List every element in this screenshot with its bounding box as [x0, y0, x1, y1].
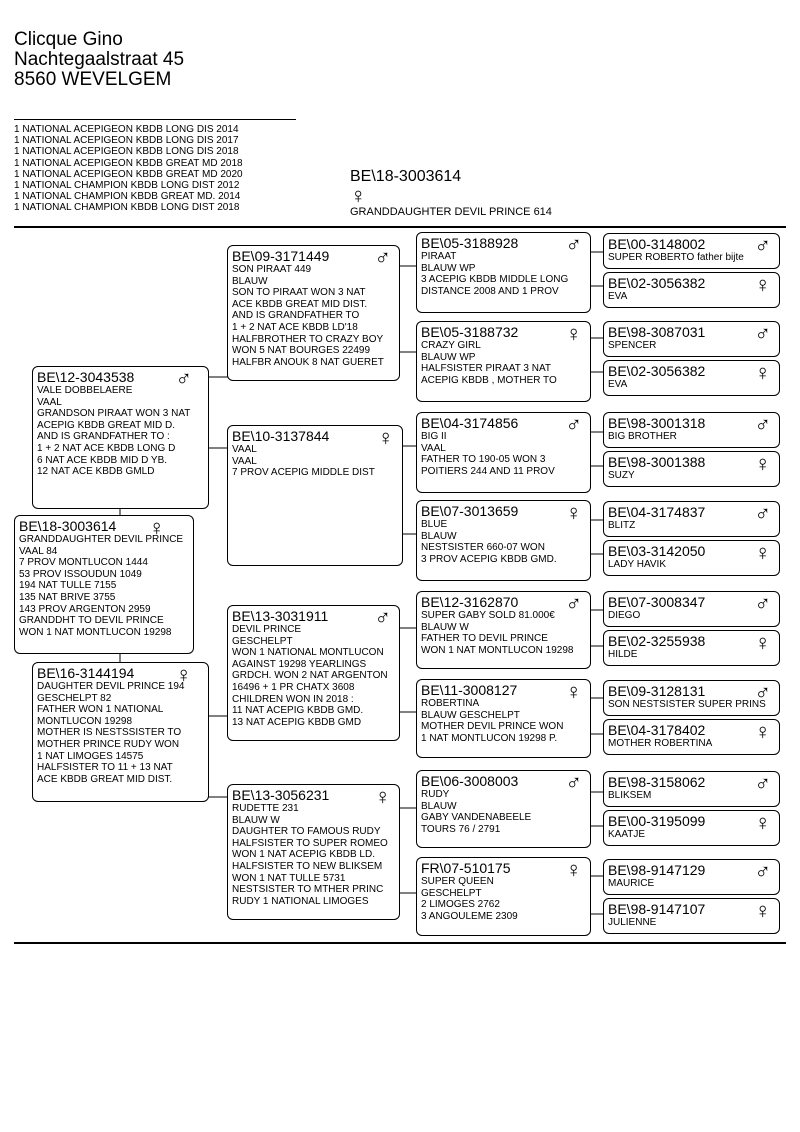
pigeon-box-g5	[603, 412, 780, 448]
ring-number: BE\98-3087031	[608, 324, 706, 340]
female-icon: ♀	[148, 515, 165, 540]
info-line: BLUE	[421, 519, 448, 530]
info-line: ACEPIG KBDB , MOTHER TO	[421, 374, 557, 386]
info-line: KAATJE	[608, 829, 646, 840]
pigeon-box-g7	[603, 501, 780, 537]
pigeon-box-fm	[227, 425, 403, 566]
subject-description: GRANDDAUGHTER DEVIL PRINCE 614	[350, 206, 552, 218]
info-line: WON 1 NAT ACEPIG KBDB LD.	[232, 849, 375, 861]
info-line: VAAL 84	[19, 545, 58, 557]
pigeon-box-fmf	[416, 412, 591, 493]
info-line: FATHER WON 1 NATIONAL	[37, 704, 164, 716]
male-icon: ♂	[565, 232, 582, 257]
ring-number: BE\00-3195099	[608, 813, 706, 829]
ring-number: BE\12-3043538	[37, 369, 135, 385]
info-line: 194 NAT TULLE 7155	[19, 580, 117, 592]
male-icon: ♂	[565, 770, 582, 795]
info-line: 16496 + 1 PR CHATX 3608	[232, 681, 355, 693]
ring-number: BE\02-3056382	[608, 363, 706, 379]
pigeon-box-g15	[603, 859, 780, 895]
info-line: 12 NAT ACE KBDB GMLD	[37, 466, 155, 478]
info-line: RUDY 1 NATIONAL LIMOGES	[232, 895, 369, 907]
info-line: BLAUW	[421, 530, 457, 542]
info-line: MONTLUCON 19298	[37, 715, 133, 727]
female-icon: ♀	[565, 679, 582, 704]
male-icon: ♂	[754, 859, 771, 884]
male-icon: ♂	[565, 591, 582, 616]
female-icon: ♀	[754, 898, 771, 923]
owner-name: Clicque Gino	[14, 29, 123, 50]
pigeon-box-fmm	[416, 500, 591, 581]
info-line: BLITZ	[608, 520, 636, 531]
ring-number: BE\04-3174856	[421, 415, 519, 431]
info-line: HALFSISTER PIRAAT 3 NAT	[421, 363, 552, 375]
info-line: AGAINST 19298 YEARLINGS	[232, 658, 367, 670]
title-line: 1 NATIONAL ACEPIGEON KBDB GREAT MD 2020	[14, 168, 243, 180]
female-icon: ♀	[377, 425, 394, 450]
info-line: LADY HAVIK	[608, 559, 666, 570]
title-line: 1 NATIONAL CHAMPION KBDB GREAT MD. 2014	[14, 191, 241, 203]
ring-number: BE\13-3031911	[232, 608, 329, 624]
info-line: MOTHER PRINCE RUDY WON	[37, 738, 180, 750]
info-line: SON TO PIRAAT WON 3 NAT	[232, 287, 366, 299]
ring-number: BE\98-3001388	[608, 454, 706, 470]
info-line: POITIERS 244 AND 11 PROV	[421, 465, 555, 477]
pigeon-box-g2	[603, 272, 780, 308]
info-line: 1 NAT MONTLUCON 19298 P.	[421, 732, 558, 744]
ring-number: BE\00-3148002	[608, 236, 706, 252]
info-line: SUPER ROBERTO father bijte	[608, 252, 744, 263]
male-icon: ♂	[565, 412, 582, 437]
info-line: 53 PROV ISSOUDUN 1049	[19, 568, 142, 580]
info-line: MOTHER DEVIL PRINCE WON	[421, 721, 564, 733]
female-icon: ♀	[175, 662, 192, 687]
ring-number: BE\12-3162870	[421, 594, 519, 610]
info-line: HALFSISTER TO SUPER ROMEO	[232, 837, 388, 849]
female-icon: ♀	[754, 540, 771, 565]
info-line: ACEPIG KBDB GREAT MID D.	[37, 419, 175, 431]
info-line: AND IS GRANDFATHER TO :	[37, 431, 170, 443]
ring-number: BE\03-3142050	[608, 543, 706, 559]
info-line: SUPER QUEEN	[421, 876, 494, 887]
info-line: GABY VANDENABEELE	[421, 812, 532, 824]
info-line: BLAUW W	[232, 814, 280, 826]
info-line: VAAL	[37, 396, 62, 408]
pigeon-box-g8	[603, 540, 780, 576]
info-line: 1 + 2 NAT ACE KBDB LD'18	[232, 321, 358, 333]
ring-number: BE\98-3001318	[608, 415, 706, 431]
info-line: 3 PROV ACEPIG KBDB GMD.	[421, 553, 557, 565]
pigeon-box-g11	[603, 680, 780, 716]
male-icon: ♂	[754, 680, 771, 705]
info-line: DAUGHTER DEVIL PRINCE 194	[37, 681, 185, 692]
info-line: GESCHELPT 82	[37, 692, 112, 704]
info-line: MAURICE	[608, 878, 655, 889]
title-line: 1 NATIONAL ACEPIGEON KBDB GREAT MD 2018	[14, 157, 243, 169]
female-icon: ♀	[754, 272, 771, 297]
female-icon: ♀	[565, 857, 582, 882]
ring-number: BE\02-3056382	[608, 275, 706, 291]
info-line: SUZY	[608, 470, 635, 481]
info-line: ACE KBDB GREAT MID DIST.	[232, 298, 368, 310]
info-line: GRANDDHT TO DEVIL PRINCE	[19, 615, 164, 627]
female-icon: ♀	[754, 810, 771, 835]
female-icon: ♀	[565, 500, 582, 525]
pigeon-box-mother	[32, 662, 209, 802]
female-icon: ♀	[374, 784, 391, 809]
info-line: 143 PROV ARGENTON 2959	[19, 603, 151, 615]
info-line: WON 5 NAT BOURGES 22499	[232, 345, 371, 357]
info-line: 3 ANGOULEME 2309	[421, 910, 518, 922]
pigeon-box-g1	[603, 233, 780, 269]
male-icon: ♂	[754, 771, 771, 796]
pigeon-box-mfm	[416, 679, 591, 758]
pigeon-box-g14	[603, 810, 780, 846]
info-line: VAAL	[421, 442, 446, 454]
info-line: BLAUW	[232, 275, 268, 287]
info-line: RUDETTE 231	[232, 803, 299, 814]
info-line: GESCHELPT	[421, 887, 482, 899]
female-icon: ♀	[754, 630, 771, 655]
ring-number: BE\04-3178402	[608, 722, 706, 738]
pigeon-box-mmm	[416, 857, 591, 936]
info-line: MOTHER ROBERTINA	[608, 738, 713, 749]
info-line: 3 ACEPIG KBDB MIDDLE LONG	[421, 274, 569, 286]
info-line: AND IS GRANDFATHER TO	[232, 310, 360, 322]
info-line: 2 LIMOGES 2762	[421, 899, 500, 911]
ring-number: BE\98-9147129	[608, 862, 706, 878]
male-icon: ♂	[175, 366, 192, 391]
info-line: HILDE	[608, 649, 638, 660]
info-line: RUDY	[421, 789, 450, 800]
info-line: HALFSISTER TO NEW BLIKSEM	[232, 860, 383, 872]
pigeon-box-g13	[603, 771, 780, 807]
info-line: CRAZY GIRL	[421, 340, 481, 351]
pigeon-box-g12	[603, 719, 780, 755]
ring-number: BE\04-3174837	[608, 504, 706, 520]
ring-number: BE\02-3255938	[608, 633, 706, 649]
ring-number: BE\10-3137844	[232, 428, 330, 444]
pigeon-box-ffm	[416, 321, 591, 402]
title-line: 1 NATIONAL CHAMPION KBDB LONG DIST 2012	[14, 180, 240, 192]
subject-ring: BE\18-3003614	[350, 168, 462, 185]
info-line: GRDCH. WON 2 NAT ARGENTON	[232, 670, 388, 682]
info-line: JULIENNE	[608, 917, 657, 928]
ring-number: BE\07-3013659	[421, 503, 519, 519]
ring-number: BE\11-3008127	[421, 682, 518, 698]
info-line: PIRAAT	[421, 251, 457, 262]
info-line: SON NESTSISTER SUPER PRINS	[608, 699, 766, 710]
ring-number: FR\07-510175	[421, 860, 511, 876]
ring-number: BE\05-3188928	[421, 235, 519, 251]
title-line: 1 NATIONAL CHAMPION KBDB LONG DIST 2018	[14, 202, 240, 214]
info-line: BIG II	[421, 431, 447, 442]
pigeon-box-g16	[603, 898, 780, 934]
info-line: BLAUW GESCHELPT	[421, 709, 520, 721]
info-line: WON 1 NAT TULLE 5731	[232, 872, 346, 884]
info-line: DAUGHTER TO FAMOUS RUDY	[232, 826, 381, 838]
female-icon: ♀	[350, 183, 367, 208]
info-line: GRANDSON PIRAAT WON 3 NAT	[37, 408, 191, 420]
pigeon-box-g4	[603, 360, 780, 396]
info-line: ACE KBDB GREAT MID DIST.	[37, 773, 173, 785]
pigeon-box-g9	[603, 591, 780, 627]
male-icon: ♂	[754, 501, 771, 526]
pigeon-box-g3	[603, 321, 780, 357]
info-line: 7 PROV ACEPIG MIDDLE DIST	[232, 467, 375, 479]
female-icon: ♀	[754, 451, 771, 476]
pigeon-box-ff	[227, 245, 400, 381]
male-icon: ♂	[754, 321, 771, 346]
pigeon-box-g10	[603, 630, 780, 666]
info-line: MOTHER IS NESTSSISTER TO	[37, 727, 182, 739]
ring-number: BE\13-3056231	[232, 787, 330, 803]
title-line: 1 NATIONAL ACEPIGEON KBDB LONG DIS 2018	[14, 146, 239, 158]
info-line: BLIKSEM	[608, 790, 652, 801]
info-line: VAAL	[232, 455, 257, 467]
pigeon-box-mff	[416, 591, 591, 669]
info-line: 7 PROV MONTLUCON 1444	[19, 557, 148, 569]
info-line: ROBERTINA	[421, 698, 480, 709]
info-line: WON 1 NATIONAL MONTLUCON	[232, 647, 384, 659]
ring-number: BE\16-3144194	[37, 665, 135, 681]
male-icon: ♂	[754, 233, 771, 258]
info-line: EVA	[608, 291, 628, 302]
info-line: NESTSISTER TO MTHER PRINC	[232, 884, 384, 896]
ring-number: BE\09-3128131	[608, 683, 706, 699]
info-line: TOURS 76 / 2791	[421, 823, 501, 835]
male-icon: ♂	[754, 591, 771, 616]
info-line: NESTSISTER 660-07 WON	[421, 542, 545, 554]
info-line: HALFSISTER TO 11 + 13 NAT	[37, 762, 173, 774]
male-icon: ♂	[754, 412, 771, 437]
info-line: BLAUW W	[421, 621, 469, 633]
info-line: FATHER TO 190-05 WON 3	[421, 454, 546, 466]
info-line: CHILDREN WON IN 2018 :	[232, 693, 354, 705]
ring-number: BE\05-3188732	[421, 324, 519, 340]
ring-number: BE\98-9147107	[608, 901, 706, 917]
ring-number: BE\09-3171449	[232, 248, 330, 264]
pigeon-box-self	[14, 515, 194, 654]
info-line: HALFBR ANOUK 8 NAT GUERET	[232, 356, 384, 368]
female-icon: ♀	[565, 321, 582, 346]
info-line: VALE DOBBELAERE	[37, 385, 133, 396]
info-line: 1 NAT LIMOGES 14575	[37, 750, 144, 762]
owner-city: 8560 WEVELGEM	[14, 69, 172, 90]
info-line: SPENCER	[608, 340, 657, 351]
info-line: FATHER TO DEVIL PRINCE	[421, 633, 548, 645]
title-line: 1 NATIONAL ACEPIGEON KBDB LONG DIS 2017	[14, 135, 239, 147]
info-line: DIEGO	[608, 610, 641, 621]
info-line: 13 NAT ACEPIG KBDB GMD	[232, 716, 362, 728]
info-line: HALFBROTHER TO CRAZY BOY	[232, 333, 384, 345]
info-line: EVA	[608, 379, 628, 390]
info-line: 11 NAT ACEPIG KBDB GMD.	[232, 705, 364, 717]
owner-street: Nachtegaalstraat 45	[14, 49, 185, 70]
pigeon-box-g6	[603, 451, 780, 487]
info-line: 6 NAT ACE KBDB MID D YB.	[37, 454, 168, 466]
info-line: WON 1 NAT MONTLUCON 19298	[19, 626, 172, 638]
pigeon-box-father	[32, 366, 209, 509]
info-line: SON PIRAAT 449	[232, 264, 312, 275]
info-line: DISTANCE 2008 AND 1 PROV	[421, 285, 559, 297]
female-icon: ♀	[754, 719, 771, 744]
pigeon-box-mmf	[416, 770, 591, 848]
info-line: 135 NAT BRIVE 3755	[19, 591, 116, 603]
info-line: BLAUW	[421, 800, 457, 812]
info-line: VAAL	[232, 444, 257, 455]
ring-number: BE\18-3003614	[19, 518, 117, 534]
info-line: WON 1 NAT MONTLUCON 19298	[421, 644, 574, 656]
info-line: 1 + 2 NAT ACE KBDB LONG D	[37, 442, 176, 454]
info-line: BLAUW WP	[421, 351, 476, 363]
ring-number: BE\98-3158062	[608, 774, 706, 790]
ring-number: BE\07-3008347	[608, 594, 706, 610]
info-line: GRANDDAUGHTER DEVIL PRINCE	[19, 534, 184, 545]
female-icon: ♀	[754, 360, 771, 385]
title-line: 1 NATIONAL ACEPIGEON KBDB LONG DIS 2014	[14, 124, 239, 135]
pigeon-box-mm	[227, 784, 400, 920]
info-line: SUPER GABY SOLD 81.000€	[421, 610, 555, 621]
info-line: BLAUW WP	[421, 262, 476, 274]
info-line: BIG BROTHER	[608, 431, 677, 442]
pigeon-box-mf	[227, 605, 400, 741]
info-line: GESCHELPT	[232, 635, 293, 647]
ring-number: BE\06-3008003	[421, 773, 519, 789]
pigeon-box-fff	[416, 232, 591, 313]
male-icon: ♂	[374, 605, 391, 630]
info-line: DEVIL PRINCE	[232, 624, 302, 635]
male-icon: ♂	[374, 245, 391, 270]
